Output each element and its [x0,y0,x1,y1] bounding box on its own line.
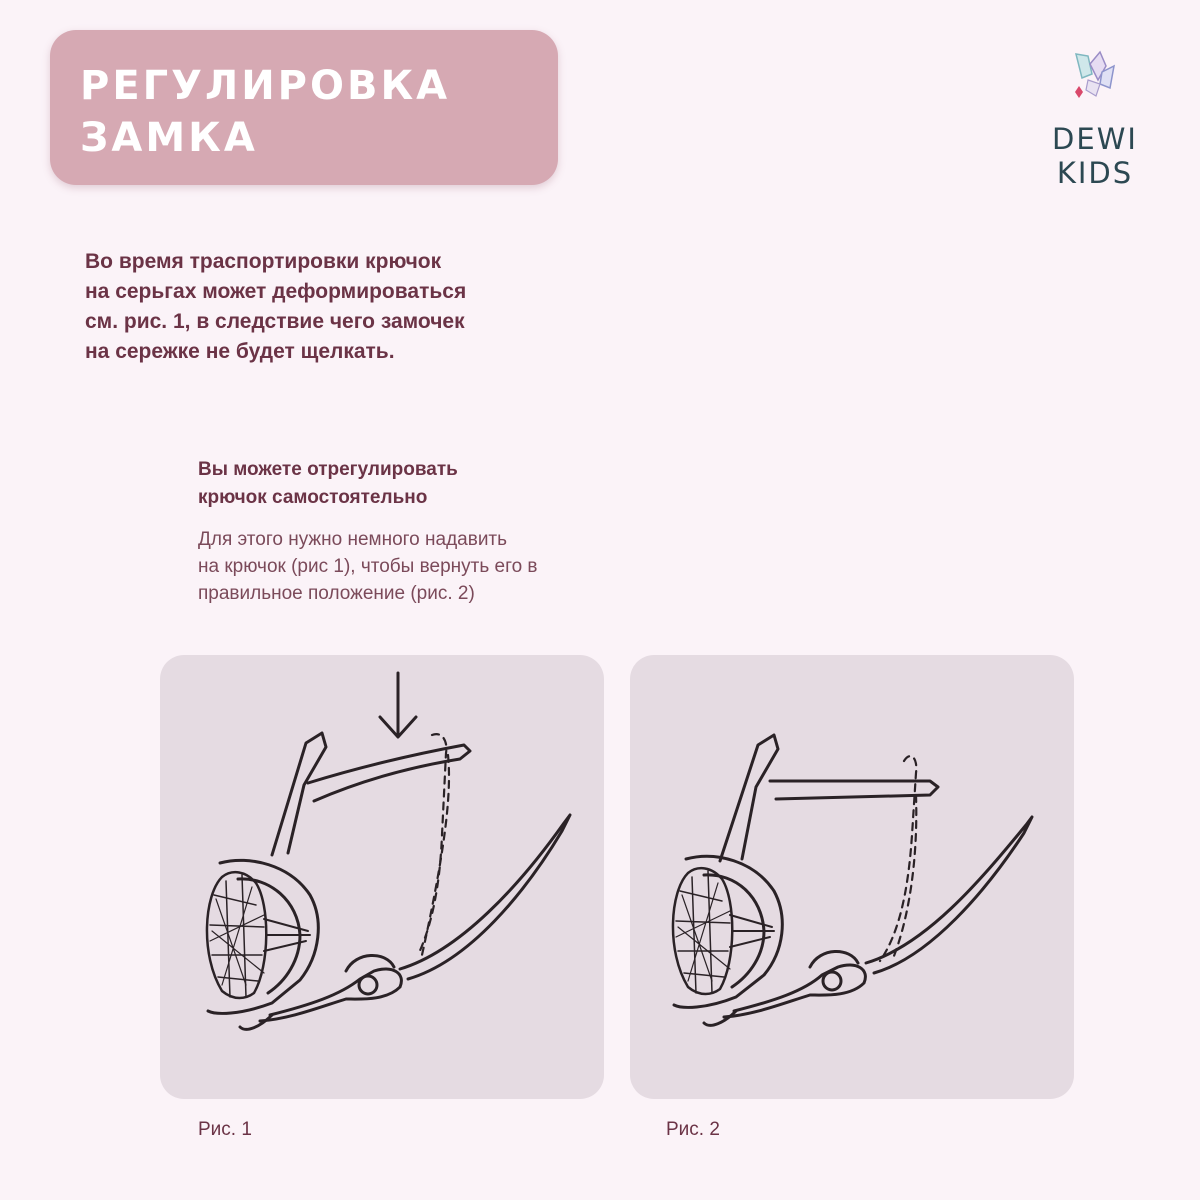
adjust-instructions [198,526,658,607]
page-title-line-2: ЗАМКА [80,115,258,161]
title-card [50,30,558,185]
adjust-heading-line-1: Вы можете отрегулировать [198,459,458,480]
intro-line-4: на сережке не будет щелкать. [85,340,395,363]
figure-2-caption: Рис. 2 [666,1119,720,1140]
adjust-instructions-line-3: правильное положение (рис. 2) [198,583,475,604]
figure-2-panel [630,655,1074,1099]
figure-1-caption: Рис. 1 [198,1119,252,1140]
page-title [80,60,520,164]
brand-logo [1025,50,1165,190]
figure-1-panel [160,655,604,1099]
crystal-icon [1070,50,1120,110]
earring-hook-deformed-illustration [160,655,604,1099]
adjust-instructions-line-2: на крючок (рис 1), чтобы вернуть его в [198,556,538,577]
adjust-heading [198,456,578,512]
adjust-instructions-line-1: Для этого нужно немного надавить [198,529,508,550]
brand-name: DEWI KIDS [1052,122,1138,190]
intro-line-2: на серьгах может деформироваться [85,280,467,303]
intro-text [85,247,565,367]
intro-line-3: см. рис. 1, в следствие чего замочек [85,310,465,333]
intro-line-1: Во время траспортировки крючок [85,250,442,273]
press-arrow-icon [380,673,416,737]
page-title-line-1: РЕГУЛИРОВКА [80,63,451,109]
earring-hook-correct-illustration [630,655,1074,1099]
adjust-heading-line-2: крючок самостоятельно [198,487,428,508]
